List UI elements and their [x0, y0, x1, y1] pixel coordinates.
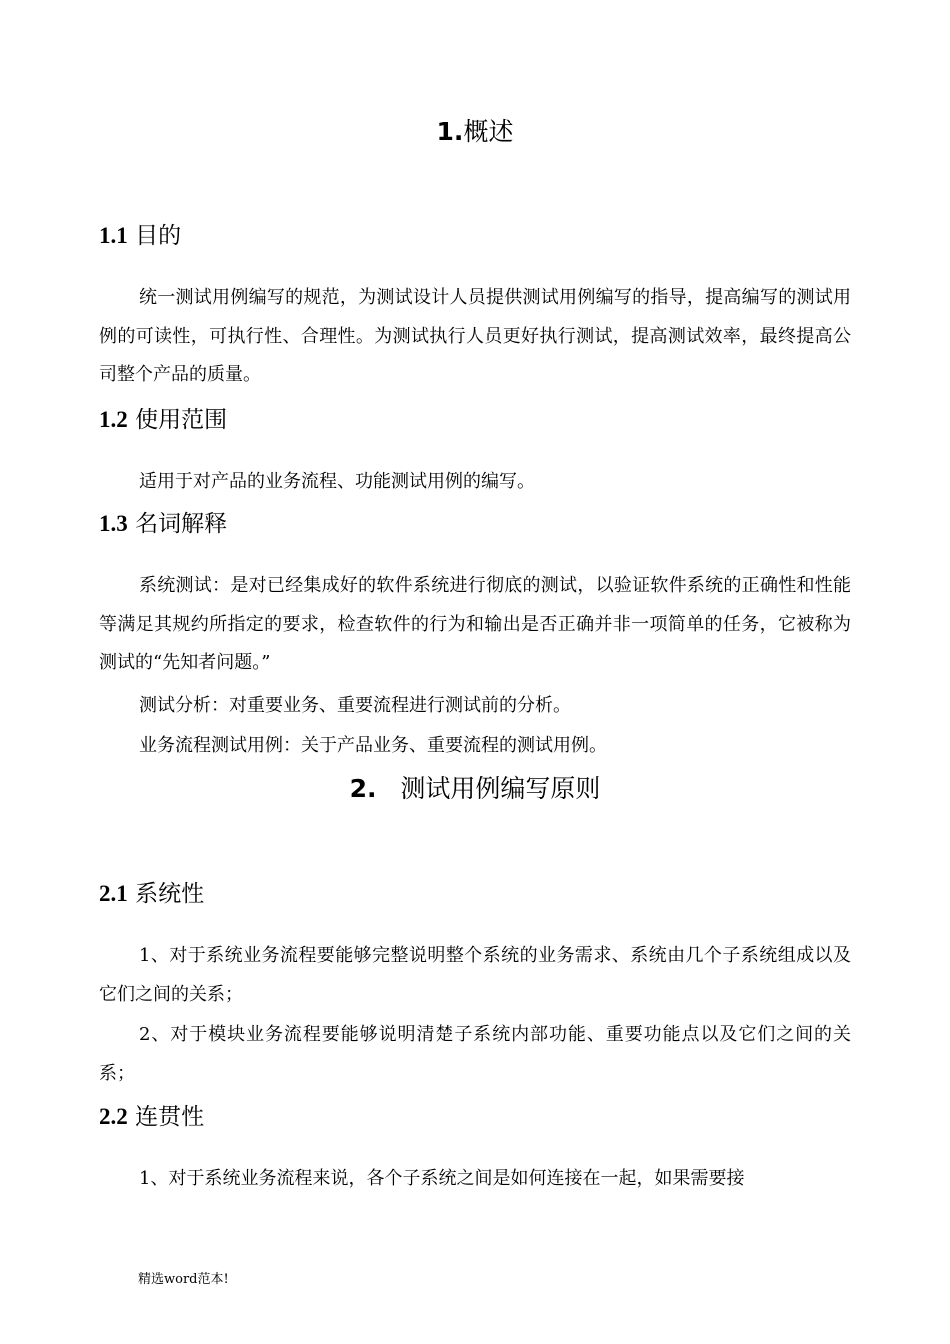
section-2-2-number: 2.2 — [99, 1104, 128, 1129]
section-1-2-title: 使用范围 — [135, 407, 228, 433]
section-1-1-heading — [99, 220, 181, 252]
section-1-title: 概述 — [463, 117, 514, 146]
section-2-1-paragraph-1: 1、对于系统业务流程要能够完整说明整个系统的业务需求、系统由几个子系统组成以及它们之间的关系； — [99, 945, 851, 1005]
section-1-3-paragraph-test-analysis: 测试分析：对重要业务、重要流程进行测试前的分析。 — [139, 695, 571, 716]
section-1-3-heading — [99, 508, 227, 540]
section-1-3-title: 名词解释 — [135, 511, 228, 537]
page-footer: 精选word范本! — [138, 1272, 229, 1287]
section-1-number: 1. — [436, 117, 464, 146]
section-1-1-number: 1.1 — [99, 223, 128, 248]
section-2-title: 测试用例编写原则 — [400, 774, 601, 803]
section-2-1-paragraph-2: 2、对于模块业务流程要能够说明清楚子系统内部功能、重要功能点以及它们之间的关系； — [99, 1024, 851, 1084]
section-2-heading — [0, 772, 950, 806]
section-1-2-number: 1.2 — [99, 407, 128, 432]
section-2-1-heading — [99, 878, 204, 910]
section-2-2-paragraph-1: 1、对于系统业务流程来说，各个子系统之间是如何连接在一起，如果需要接 — [139, 1168, 745, 1189]
section-2-1-number: 2.1 — [99, 881, 128, 906]
section-1-heading — [0, 115, 950, 149]
section-1-3-paragraph-business-case: 业务流程测试用例：关于产品业务、重要流程的测试用例。 — [139, 735, 607, 756]
section-1-1-paragraph: 统一测试用例编写的规范，为测试设计人员提供测试用例编写的指导，提高编写的测试用例的可读性，可执行性、合理性。为测试执行人员更好执行测试，提高测试效率，最终提高公司整个产品的质量。 — [99, 287, 851, 385]
section-2-number: 2. — [349, 774, 377, 803]
section-1-3-number: 1.3 — [99, 511, 128, 536]
section-1-3-paragraph-system-test: 系统测试：是对已经集成好的软件系统进行彻底的测试，以验证软件系统的正确性和性能等满足其规约所指定的要求，检查软件的行为和输出是否正确并非一项简单的任务，它被称为测试的“先知者问题。” — [99, 575, 851, 673]
section-1-2-heading — [99, 404, 227, 436]
section-2-2-title: 连贯性 — [135, 1104, 205, 1130]
section-1-1-title: 目的 — [135, 223, 182, 249]
section-2-1-title: 系统性 — [135, 881, 205, 907]
section-2-2-heading — [99, 1101, 204, 1133]
section-1-2-paragraph: 适用于对产品的业务流程、功能测试用例的编写。 — [139, 471, 535, 492]
